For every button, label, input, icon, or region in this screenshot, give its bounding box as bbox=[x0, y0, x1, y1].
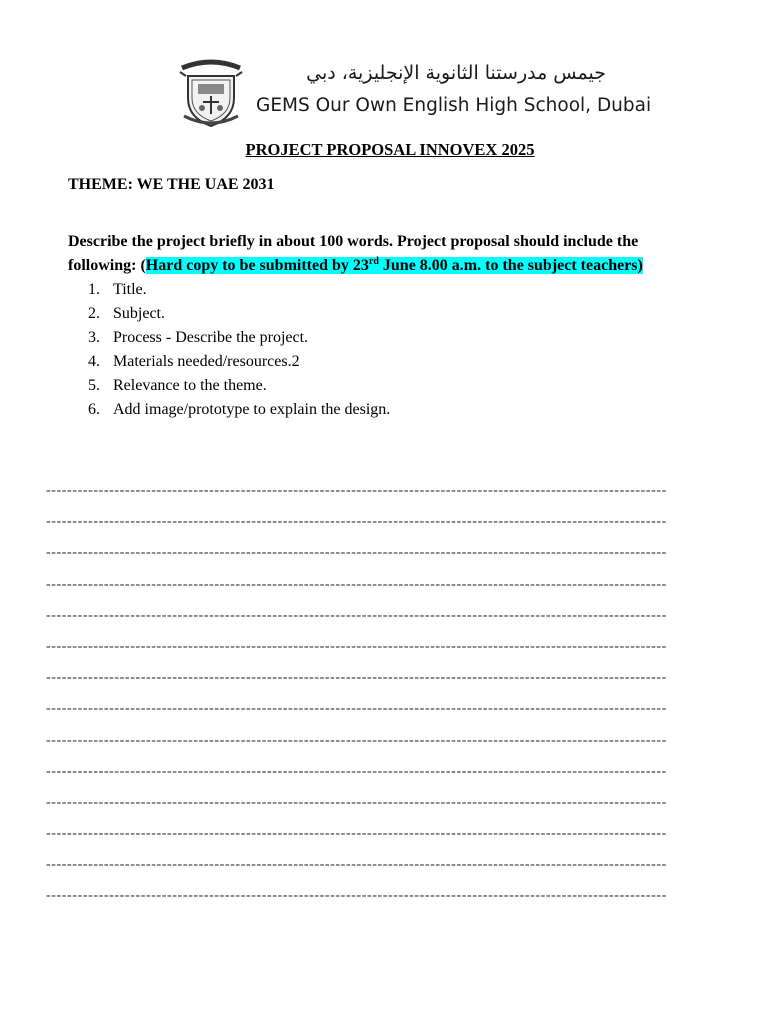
writing-line: ---------------------------------------------------------------------------------------------------------------------- bbox=[46, 794, 667, 810]
list-item bbox=[88, 326, 390, 350]
list-item bbox=[88, 350, 390, 374]
item-number: 1. bbox=[88, 281, 100, 298]
list-item bbox=[88, 374, 390, 398]
deadline-text-part1: Hard copy to be submitted by 23 bbox=[145, 257, 369, 274]
writing-line: ---------------------------------------------------------------------------------------------------------------------- bbox=[46, 763, 667, 779]
school-name-arabic: جيمس مدرستنا الثانوية الإنجليزية، دبي bbox=[306, 62, 606, 84]
writing-line: ---------------------------------------------------------------------------------------------------------------------- bbox=[46, 701, 667, 717]
writing-line: ---------------------------------------------------------------------------------------------------------------------- bbox=[46, 888, 667, 904]
writing-line: ---------------------------------------------------------------------------------------------------------------------- bbox=[46, 670, 667, 686]
item-text: Subject. bbox=[113, 305, 165, 322]
writing-line: ---------------------------------------------------------------------------------------------------------------------- bbox=[46, 607, 667, 623]
item-number: 2. bbox=[88, 305, 100, 322]
deadline-text-part2: June 8.00 a.m. to the subject teachers) bbox=[378, 257, 643, 274]
item-text: Materials needed/resources.2 bbox=[113, 353, 300, 370]
writing-line: ---------------------------------------------------------------------------------------------------------------------- bbox=[46, 514, 667, 530]
item-text: Relevance to the theme. bbox=[113, 377, 267, 394]
writing-line: ---------------------------------------------------------------------------------------------------------------------- bbox=[46, 638, 667, 654]
item-text: Process - Describe the project. bbox=[113, 329, 309, 346]
writing-line: ---------------------------------------------------------------------------------------------------------------------- bbox=[46, 545, 667, 561]
writing-line: ---------------------------------------------------------------------------------------------------------------------- bbox=[46, 576, 667, 592]
submission-deadline-highlight bbox=[146, 257, 643, 274]
description-text: Describe the project briefly in about 100 words. Project proposal should include the following: ( bbox=[68, 233, 639, 274]
ordinal-suffix: rd bbox=[368, 256, 379, 267]
item-text: Title. bbox=[113, 281, 147, 298]
list-item bbox=[88, 398, 390, 422]
list-item bbox=[88, 278, 390, 302]
writing-line: ---------------------------------------------------------------------------------------------------------------------- bbox=[46, 483, 667, 498]
school-crest-logo bbox=[176, 56, 246, 128]
item-number: 4. bbox=[88, 353, 100, 370]
school-name: GEMS Our Own English High School, Dubai bbox=[256, 95, 652, 116]
item-number: 3. bbox=[88, 329, 100, 346]
requirements-list bbox=[88, 278, 390, 422]
school-header bbox=[176, 56, 652, 130]
theme-heading: THEME: WE THE UAE 2031 bbox=[68, 176, 275, 193]
writing-line: ---------------------------------------------------------------------------------------------------------------------- bbox=[46, 826, 667, 842]
writing-area[interactable] bbox=[46, 480, 708, 917]
writing-line: ---------------------------------------------------------------------------------------------------------------------- bbox=[46, 732, 667, 748]
item-number: 6. bbox=[88, 401, 100, 418]
item-text: Add image/prototype to explain the design. bbox=[113, 401, 391, 418]
document-title: PROJECT PROPOSAL INNOVEX 2025 bbox=[245, 140, 535, 159]
project-description-instructions bbox=[68, 230, 708, 278]
list-item bbox=[88, 302, 390, 326]
item-number: 5. bbox=[88, 377, 100, 394]
writing-line: ---------------------------------------------------------------------------------------------------------------------- bbox=[46, 857, 667, 873]
